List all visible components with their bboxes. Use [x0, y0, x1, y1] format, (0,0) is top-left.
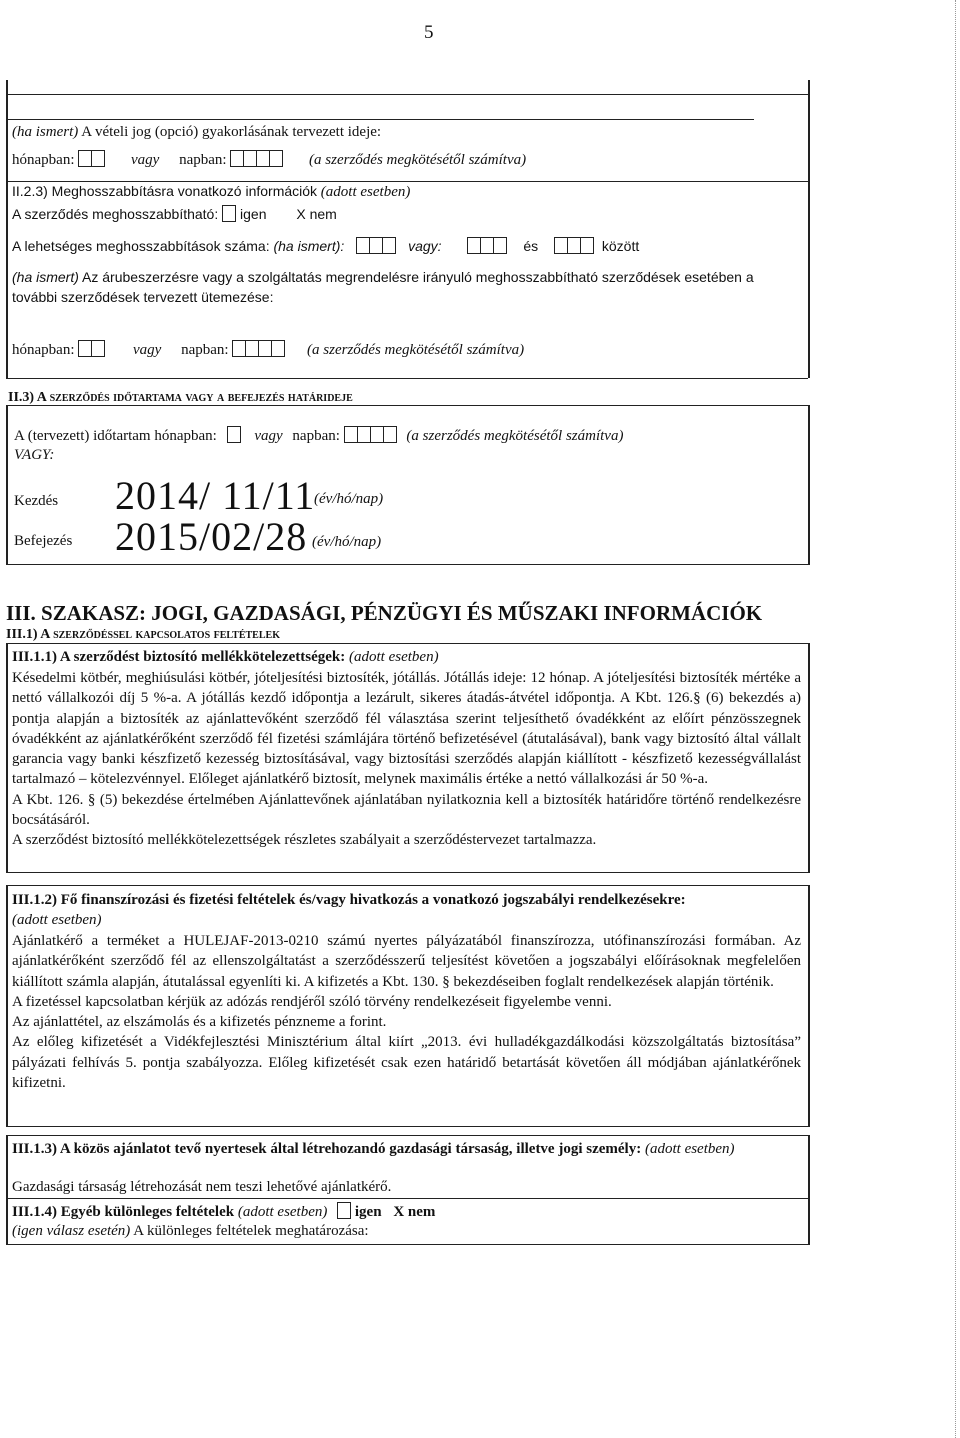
- duration-heading: II.3) A szerződés időtartama vagy a befejezés határideje: [8, 390, 353, 405]
- month-boxes[interactable]: [78, 342, 105, 358]
- yes-checkbox[interactable]: [222, 205, 236, 222]
- s311-para: A Kbt. 126. § (5) bekezdése értelmében Ajánlattevőnek ajánlatában nyilatkoznia kell a biztosíték határidőre történő rendelkezésre bocsátásáról.: [12, 791, 801, 829]
- duration-line: A (tervezett) időtartam hónapban: vagy napban: (a szerződés megkötésétől számítva): [14, 428, 624, 444]
- s313-heading: III.1.3) A közös ajánlatot tevő nyertesek által létrehozandó gazdasági társaság, illetve jogi személy: (adott esetben): [12, 1141, 735, 1157]
- s312-para: Az ajánlattétel, az elszámolás és a kifizetés pénzneme a forint.: [12, 1014, 387, 1031]
- option-period-line: hónapban: vagy napban: (a szerződés megkötésétől számítva): [12, 152, 527, 168]
- duration-month-box[interactable]: [227, 426, 241, 443]
- extension-schedule-para: (ha ismert) Az árubeszerzésre vagy a szolgáltatás megrendelésre irányuló meghosszabbítható szerződések esetében a további szerződések tervezett ütemezése:: [12, 269, 754, 305]
- s312-heading: III.1.2) Fő finanszírozási és fizetési feltételek és/vagy hivatkozás a vonatkozó jogszabályi rendelkezésekre:: [12, 892, 686, 908]
- count-min-boxes[interactable]: [356, 238, 396, 254]
- end-date-value: 2015/02/28: [115, 514, 308, 559]
- section-3-1-heading: III.1) A szerződéssel kapcsolatos feltételek: [6, 627, 280, 642]
- count-max-boxes[interactable]: [467, 238, 507, 254]
- divider: [8, 119, 754, 120]
- s312-para: A fizetéssel kapcsolatban kérjük az adózás rendjéről szóló törvény rendelkezéseit figyelembe venni.: [12, 993, 612, 1010]
- start-label: Kezdés: [14, 493, 59, 509]
- end-label: Befejezés: [14, 533, 73, 549]
- end-date-format: (év/hó/nap): [312, 534, 382, 550]
- s312-para: Az előleg kifizetését a Vidékfejlesztési Minisztérium által kiírt „2013. évi hulladékgazdálkodási közszolgáltatás biztosítása” pályázati felhívás 5. pontja szabályozza. Előleg kifizetését csak ezen határidő betartását követően áll módjában ajánlatkérőnek kifizetni.: [12, 1034, 801, 1092]
- divider: [8, 1198, 808, 1199]
- extension-count-line: A lehetséges meghosszabbítások száma: (ha ismert): vagy: és között: [12, 238, 640, 254]
- extension-heading: II.2.3) Meghosszabbításra vonatkozó információk (adott esetben): [12, 183, 411, 200]
- page-edge: [955, 0, 956, 1438]
- divider: [6, 378, 808, 379]
- s312-note: (adott esetben): [12, 912, 102, 928]
- duration-day-boxes[interactable]: [344, 428, 397, 444]
- s311-para: Késedelmi kötbér, meghiúsulási kötbér, jóteljesítési biztosíték, jótállás. Jótállás ideje: 12 hónap. A jóteljesítési biztosíték mértéke a nettó vállalkozói díj 5 %-a. A jótállás kezdő időpontja a lezárult, sikeres átadás-átvétel időpontja. A Kbt. 126.§ (6) bekezdés a) pontja alapján a biztosíték az ajánlattevőként szerződő fél választása szerint teljesíthető óvadékként az előírt pénzösszegnek óvadékként az ajánlatkérőként szerződő fél fizetési számlájára történő befizetésével (átutalásával), bank vagy biztosító által vállalt garancia vagy banki készfizető kezesség biztosításával, vagy biztosítási szerződés alapján kiállított - készfizető kezességvállalást tartalmazó – kötelezvénnyel. Előleget ajánlatkérő biztosít, melynek maximális értéke a nettó vállalkozási ár 50 %-a.: [12, 670, 801, 788]
- s314-yes-checkbox[interactable]: [337, 1202, 351, 1219]
- s314-line2: (igen válasz esetén) A különleges feltételek meghatározása:: [12, 1223, 369, 1239]
- s311-heading: III.1.1) A szerződést biztosító mellékkötelezettségek: (adott esetben): [12, 649, 439, 665]
- s312-body: [12, 931, 801, 1093]
- s312-para: Ajánlatkérő a terméket a HULEJAF-2013-0210 számú nyertes pályázatából finanszírozza, utófinanszírozási formában. Az ajánlatkérőként szerződő fél az ellenszolgáltatást a szerződésszerű teljesítést követően a jogszabályi előírásoknak megfelelően kiállított számla alapján, átutalással egyenlíti ki. A kifizetés a Kbt. 130. § bekezdéseiben foglalt rendelkezések alapján történik.: [12, 933, 801, 990]
- s313-text: Gazdasági társaság létrehozását nem teszi lehetővé ajánlatkérő.: [12, 1179, 392, 1195]
- section-3-heading: III. SZAKASZ: JOGI, GAZDASÁGI, PÉNZÜGYI ÉS MŰSZAKI INFORMÁCIÓK: [6, 601, 763, 625]
- extension-period-line: hónapban: vagy napban: (a szerződés megkötésétől számítva): [12, 342, 525, 358]
- month-boxes[interactable]: [78, 152, 105, 168]
- day-boxes[interactable]: [232, 342, 285, 358]
- option-exercise-line: (ha ismert) A vételi jog (opció) gyakorlásának tervezett ideje:: [12, 124, 382, 140]
- count-third-boxes[interactable]: [554, 238, 594, 254]
- page-number: 5: [424, 22, 434, 43]
- s314-heading: III.1.4) Egyéb különleges feltételek (adott esetben) igen X nem: [12, 1204, 436, 1220]
- start-date-format: (év/hó/nap): [314, 491, 384, 507]
- s311-para: A szerződést biztosító mellékkötelezettségek részletes szabályait a szerződéstervezet tartalmazza.: [12, 832, 597, 849]
- extendable-line: A szerződés meghosszabbítható: igen X nem: [12, 206, 337, 222]
- start-date-value: 2014/ 11/11: [115, 473, 316, 518]
- day-boxes[interactable]: [230, 152, 283, 168]
- s311-body: [12, 668, 801, 851]
- divider: [8, 94, 808, 95]
- or-caps-label: VAGY:: [14, 447, 55, 463]
